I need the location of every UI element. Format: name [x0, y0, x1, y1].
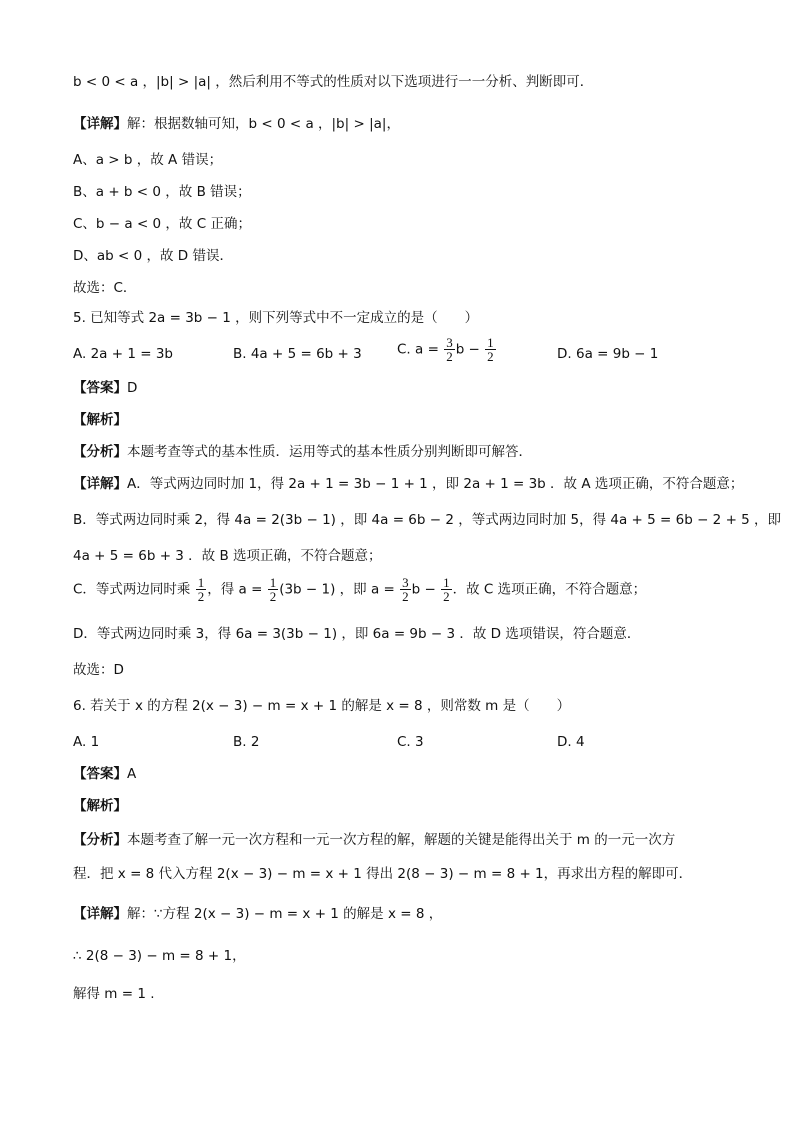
fenxi-tag: 【分析】	[73, 444, 127, 460]
denominator: 2	[402, 589, 409, 604]
q5-option-d: D. 6a = 9b − 1	[557, 346, 659, 362]
q4-conclusion-line: b < 0 < a ，|b| > |a| ，然后利用不等式的性质对以下选项进行一一分析、判断即可．	[73, 74, 594, 90]
q5-detail-d: D．等式两边同时乘 3，得 6a = 3(3b − 1) ，即 6a = 9b − 3 ．故 D 选项错误，符合题意．	[73, 626, 641, 642]
fraction	[400, 576, 411, 603]
numerator: 3	[402, 575, 409, 590]
q6-fenxi-2: 程．把 x = 8 代入方程 2(x − 3) − m = x + 1 得出 2(8 − 3) − m = 8 + 1，再求出方程的解即可．	[73, 866, 693, 882]
fraction	[268, 576, 279, 603]
denominator: 2	[443, 589, 450, 604]
q5-fenxi	[73, 442, 532, 462]
q6-option-a: A. 1	[73, 734, 100, 750]
q6-option-d: D. 4	[557, 734, 585, 750]
denominator: 2	[197, 589, 205, 604]
q5-stem: 5. 已知等式 2a = 3b − 1 ，则下列等式中不一定成立的是（ ）	[73, 310, 479, 326]
denominator: 2	[487, 349, 494, 364]
q4-option-c: C、b − a < 0 ，故 C 正确；	[73, 216, 251, 232]
fraction	[485, 336, 496, 363]
numerator: 1	[487, 335, 494, 350]
answer-value: A	[127, 766, 137, 782]
detail-c-mid3: b −	[411, 581, 436, 598]
fraction	[196, 576, 207, 603]
q6-fenxi-1	[73, 830, 675, 850]
q5-answer	[73, 378, 137, 398]
q5-option-c-mid: b −	[455, 341, 480, 358]
q4-option-b: B、a + b < 0 ，故 B 错误；	[73, 184, 251, 200]
q4-choice: 故选：C．	[73, 280, 137, 296]
detail-c-pre: C．等式两边同时乘	[73, 581, 191, 598]
detail-text: A．等式两边同时加 1，得 2a + 1 = 3b − 1 + 1 ，即 2a + 1 = 3b ．故 A 选项正确，不符合题意；	[127, 476, 744, 492]
detail-tag: 【详解】	[73, 116, 127, 132]
denominator: 2	[269, 589, 277, 604]
denominator: 2	[446, 349, 453, 364]
answer-tag: 【答案】	[73, 766, 127, 782]
fenxi-text: 本题考查等式的基本性质．运用等式的基本性质分别判断即可解答．	[127, 444, 532, 460]
q5-detail-b1: B．等式两边同时乘 2，得 4a = 2(3b − 1) ，即 4a = 6b − 2 ，等式两边同时加 5，得 4a + 5 = 6b − 2 + 5 ，即	[73, 512, 782, 528]
q5-choice: 故选：D	[73, 662, 124, 678]
answer-value: D	[127, 380, 138, 396]
detail-tag: 【详解】	[73, 476, 127, 492]
q6-stem: 6. 若关于 x 的方程 2(x − 3) − m = x + 1 的解是 x = 8 ，则常数 m 是（ ）	[73, 698, 571, 714]
q4-option-d: D、ab < 0 ，故 D 错误．	[73, 248, 233, 264]
detail-text: 解：根据数轴可知，b < 0 < a ，|b| > |a|，	[127, 116, 400, 132]
numerator: 1	[443, 575, 450, 590]
fenxi-tag: 【分析】	[73, 832, 127, 848]
q6-detail-2: ∴ 2(8 − 3) − m = 8 + 1，	[73, 948, 246, 964]
q6-answer	[73, 764, 136, 784]
fraction	[441, 576, 452, 603]
detail-tag: 【详解】	[73, 906, 127, 922]
q5-detail-c	[73, 576, 646, 603]
numerator: 1	[269, 575, 277, 590]
q5-option-b: B. 4a + 5 = 6b + 3	[233, 346, 362, 362]
q6-detail-1	[73, 904, 442, 924]
detail-c-mid1: ，得 a =	[207, 581, 263, 598]
answer-tag: 【答案】	[73, 380, 127, 396]
q5-detail-b2: 4a + 5 = 6b + 3 ．故 B 选项正确，不符合题意；	[73, 548, 382, 564]
numerator: 1	[197, 575, 205, 590]
q5-option-c	[397, 336, 497, 363]
q6-option-c: C. 3	[397, 734, 424, 750]
detail-c-post: ．故 C 选项正确，不符合题意；	[452, 581, 647, 598]
fraction	[444, 336, 455, 363]
q5-option-c-prefix: C. a =	[397, 341, 439, 358]
q5-option-a: A. 2a + 1 = 3b	[73, 346, 173, 362]
q4-detail-line	[73, 114, 400, 134]
q5-detail-a	[73, 474, 743, 494]
q6-option-b: B. 2	[233, 734, 260, 750]
q5-analysis-tag: 【解析】	[73, 412, 127, 428]
q6-analysis-tag: 【解析】	[73, 798, 127, 814]
detail-text: 解：∵方程 2(x − 3) − m = x + 1 的解是 x = 8 ，	[127, 906, 443, 922]
q4-option-a: A、a > b ，故 A 错误；	[73, 152, 223, 168]
fenxi-text: 本题考查了解一元一次方程和一元一次方程的解，解题的关键是能得出关于 m 的一元一次方	[127, 832, 676, 848]
numerator: 3	[446, 335, 453, 350]
q6-detail-3: 解得 m = 1 .	[73, 986, 155, 1002]
detail-c-mid2: (3b − 1) ，即 a =	[279, 581, 395, 598]
